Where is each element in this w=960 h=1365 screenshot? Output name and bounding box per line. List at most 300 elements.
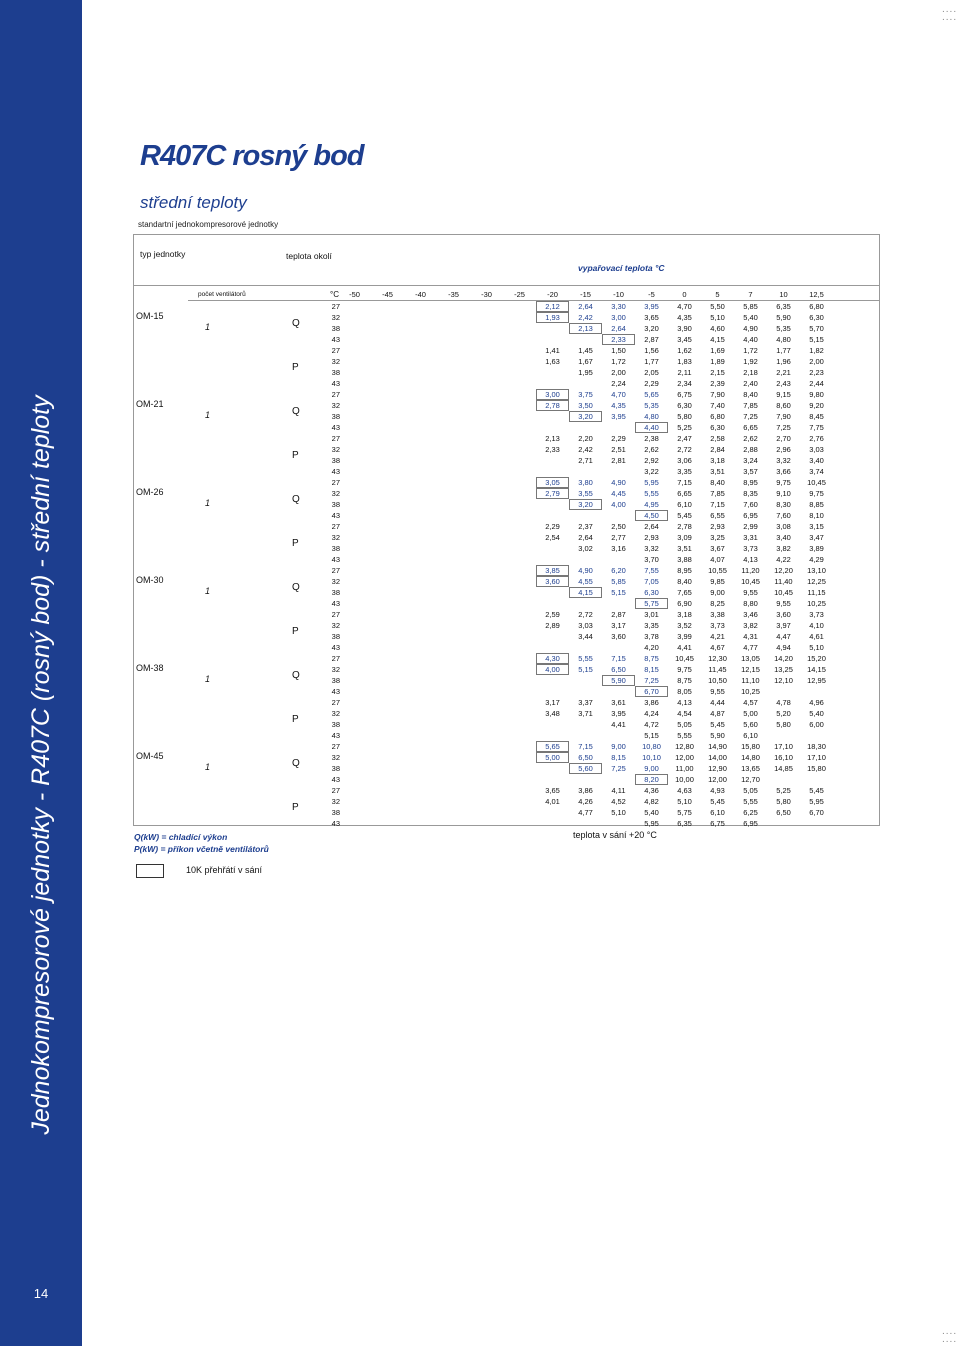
table-cell: 5,15 bbox=[809, 335, 824, 344]
q-label: Q bbox=[292, 318, 300, 329]
table-cell: 3,09 bbox=[677, 533, 692, 542]
table-cell: 2,78 bbox=[677, 522, 692, 531]
table-cell: 5,60 bbox=[743, 720, 758, 729]
table-cell: 5,45 bbox=[710, 797, 725, 806]
ambient-temp: 27 bbox=[331, 742, 340, 751]
table-cell: 4,07 bbox=[710, 555, 725, 564]
ambient-temp: 38 bbox=[331, 412, 340, 421]
evap-temp-header: 7 bbox=[748, 290, 753, 299]
table-cell: 11,00 bbox=[675, 764, 694, 773]
table-cell: 8,40 bbox=[710, 478, 725, 487]
fan-count: 1 bbox=[205, 762, 211, 772]
table-cell: 17,10 bbox=[774, 742, 793, 751]
table-cell: 3,88 bbox=[677, 555, 692, 564]
table-cell: 10,10 bbox=[642, 753, 661, 762]
ambient-temp: 38 bbox=[331, 500, 340, 509]
table-cell: 2,21 bbox=[776, 368, 791, 377]
table-cell: 5,35 bbox=[776, 324, 791, 333]
table-cell: 5,80 bbox=[776, 797, 791, 806]
table-cell: 4,41 bbox=[677, 643, 692, 652]
table-cell: 2,93 bbox=[710, 522, 725, 531]
model-name: OM-15 bbox=[136, 311, 164, 321]
header-unit-type: typ jednotky bbox=[140, 249, 186, 259]
ambient-temp: 43 bbox=[331, 775, 340, 784]
header-evap-temp: vypařovací teplota °C bbox=[578, 263, 665, 273]
table-cell: 3,95 bbox=[644, 302, 659, 311]
table-cell: 15,80 bbox=[741, 742, 760, 751]
table-cell: 2,62 bbox=[743, 434, 758, 443]
table-cell: 2,58 bbox=[710, 434, 725, 443]
table-cell: 9,55 bbox=[743, 588, 758, 597]
ambient-temp: 27 bbox=[331, 522, 340, 531]
table-cell: 11,40 bbox=[774, 577, 793, 586]
evap-temp-header: 0 bbox=[682, 290, 687, 299]
table-cell: 4,35 bbox=[677, 313, 692, 322]
table-cell: 12,25 bbox=[807, 577, 826, 586]
table-cell: 10,45 bbox=[741, 577, 760, 586]
table-cell: 2,87 bbox=[644, 335, 659, 344]
table-cell: 4,00 bbox=[536, 664, 569, 675]
table-cell: 8,10 bbox=[809, 511, 824, 520]
table-cell: 9,00 bbox=[644, 764, 659, 773]
table-cell: 7,60 bbox=[776, 511, 791, 520]
table-cell: 10,50 bbox=[708, 676, 727, 685]
ambient-temp: 32 bbox=[331, 489, 340, 498]
table-cell: 1,41 bbox=[545, 346, 560, 355]
table-cell: 2,43 bbox=[776, 379, 791, 388]
table-cell: 5,45 bbox=[809, 786, 824, 795]
table-cell: 2,29 bbox=[611, 434, 626, 443]
table-cell: 3,45 bbox=[677, 335, 692, 344]
ambient-temp: 27 bbox=[331, 346, 340, 355]
table-cell: 4,24 bbox=[644, 709, 659, 718]
table-cell: 6,35 bbox=[776, 302, 791, 311]
table-cell: 8,75 bbox=[644, 654, 659, 663]
table-cell: 1,95 bbox=[578, 368, 593, 377]
table-cell: 8,95 bbox=[743, 478, 758, 487]
table-cell: 6,70 bbox=[809, 808, 824, 817]
ambient-temp: 43 bbox=[331, 511, 340, 520]
ambient-temp: 43 bbox=[331, 467, 340, 476]
table-cell: 3,78 bbox=[644, 632, 659, 641]
table-cell: 5,00 bbox=[536, 752, 569, 763]
table-cell: 2,44 bbox=[809, 379, 824, 388]
ambient-temp: 38 bbox=[331, 808, 340, 817]
ambient-temp: 32 bbox=[331, 313, 340, 322]
table-cell: 5,10 bbox=[611, 808, 626, 817]
table-cell: 3,46 bbox=[743, 610, 758, 619]
table-cell: 9,55 bbox=[776, 599, 791, 608]
table-cell: 2,51 bbox=[611, 445, 626, 454]
table-cell: 5,10 bbox=[677, 797, 692, 806]
table-cell: 6,30 bbox=[809, 313, 824, 322]
ambient-temp: 32 bbox=[331, 577, 340, 586]
table-cell: 3,75 bbox=[578, 390, 593, 399]
table-cell: 3,74 bbox=[809, 467, 824, 476]
crop-mark: .... bbox=[942, 12, 958, 23]
fan-count: 1 bbox=[205, 498, 211, 508]
crop-mark: .... bbox=[942, 1334, 958, 1345]
table-cell: 8,15 bbox=[611, 753, 626, 762]
table-cell: 2,40 bbox=[743, 379, 758, 388]
table-cell: 2,99 bbox=[743, 522, 758, 531]
header-line bbox=[134, 285, 879, 286]
table-cell: 2,64 bbox=[611, 324, 626, 333]
table-cell: 4,47 bbox=[776, 632, 791, 641]
table-cell: 3,20 bbox=[569, 411, 602, 422]
table-cell: 7,55 bbox=[644, 566, 659, 575]
table-cell: 3,71 bbox=[578, 709, 593, 718]
q-label: Q bbox=[292, 406, 300, 417]
table-cell: 2,39 bbox=[710, 379, 725, 388]
table-cell: 4,13 bbox=[677, 698, 692, 707]
table-cell: 5,40 bbox=[809, 709, 824, 718]
table-cell: 2,34 bbox=[677, 379, 692, 388]
table-cell: 3,95 bbox=[611, 412, 626, 421]
table-cell: 11,10 bbox=[741, 676, 760, 685]
table-cell: 5,40 bbox=[743, 313, 758, 322]
table-cell: 3,24 bbox=[743, 456, 758, 465]
table-cell: 11,15 bbox=[807, 588, 826, 597]
table-cell: 3,65 bbox=[545, 786, 560, 795]
table-cell: 2,93 bbox=[644, 533, 659, 542]
table-cell: 12,10 bbox=[774, 676, 793, 685]
q-label: Q bbox=[292, 494, 300, 505]
table-cell: 2,96 bbox=[776, 445, 791, 454]
table-cell: 4,44 bbox=[710, 698, 725, 707]
fan-count: 1 bbox=[205, 586, 211, 596]
table-cell: 5,90 bbox=[710, 731, 725, 740]
evap-temp-header: 5 bbox=[715, 290, 720, 299]
table-cell: 1,63 bbox=[545, 357, 560, 366]
ambient-temp: 38 bbox=[331, 764, 340, 773]
table-cell: 7,85 bbox=[743, 401, 758, 410]
table-cell: 3,50 bbox=[578, 401, 593, 410]
table-cell: 5,45 bbox=[677, 511, 692, 520]
table-cell: 8,40 bbox=[743, 390, 758, 399]
evap-temp-header: -40 bbox=[415, 290, 426, 299]
table-cell: 7,65 bbox=[677, 588, 692, 597]
table-cell: 2,87 bbox=[611, 610, 626, 619]
table-cell: 10,00 bbox=[675, 775, 694, 784]
table-cell: 4,70 bbox=[677, 302, 692, 311]
model-name: OM-45 bbox=[136, 751, 164, 761]
table-cell: 5,15 bbox=[578, 665, 593, 674]
table-cell: 3,73 bbox=[743, 544, 758, 553]
table-cell: 7,15 bbox=[710, 500, 725, 509]
table-cell: 13,05 bbox=[741, 654, 760, 663]
table-cell: 9,75 bbox=[809, 489, 824, 498]
table-cell: 4,60 bbox=[710, 324, 725, 333]
table-cell: 3,02 bbox=[578, 544, 593, 553]
table-cell: 5,15 bbox=[611, 588, 626, 597]
table-cell: 2,00 bbox=[611, 368, 626, 377]
table-cell: 4,52 bbox=[611, 797, 626, 806]
p-label: P bbox=[292, 450, 299, 461]
table-cell: 4,78 bbox=[776, 698, 791, 707]
table-cell: 7,90 bbox=[776, 412, 791, 421]
table-cell: 4,10 bbox=[809, 621, 824, 630]
table-cell: 5,95 bbox=[644, 819, 659, 828]
table-cell: 12,00 bbox=[708, 775, 727, 784]
table-cell: 5,85 bbox=[611, 577, 626, 586]
table-cell: 2,64 bbox=[578, 533, 593, 542]
table-cell: 3,18 bbox=[710, 456, 725, 465]
ambient-temp: 43 bbox=[331, 555, 340, 564]
table-cell: 6,80 bbox=[710, 412, 725, 421]
model-name: OM-30 bbox=[136, 575, 164, 585]
table-cell: 4,90 bbox=[743, 324, 758, 333]
evap-temp-header: -5 bbox=[648, 290, 655, 299]
table-cell: 4,94 bbox=[776, 643, 791, 652]
table-cell: 2,37 bbox=[578, 522, 593, 531]
table-cell: 17,10 bbox=[807, 753, 826, 762]
table-cell: 3,03 bbox=[809, 445, 824, 454]
table-cell: 13,25 bbox=[774, 665, 793, 674]
table-cell: 3,51 bbox=[710, 467, 725, 476]
table-cell: 8,85 bbox=[809, 500, 824, 509]
ambient-temp: 32 bbox=[331, 797, 340, 806]
evap-temp-header: 12,5 bbox=[809, 290, 824, 299]
ambient-temp: 38 bbox=[331, 544, 340, 553]
table-cell: 4,70 bbox=[611, 390, 626, 399]
table-cell: 8,35 bbox=[743, 489, 758, 498]
table-cell: 3,32 bbox=[644, 544, 659, 553]
table-cell: 3,35 bbox=[644, 621, 659, 630]
ambient-temp: 32 bbox=[331, 665, 340, 674]
table-cell: 5,20 bbox=[776, 709, 791, 718]
ambient-temp: 32 bbox=[331, 709, 340, 718]
table-cell: 4,82 bbox=[644, 797, 659, 806]
table-cell: 3,15 bbox=[809, 522, 824, 531]
table-cell: 9,10 bbox=[776, 489, 791, 498]
ambient-temp: 43 bbox=[331, 643, 340, 652]
evap-temp-header: -10 bbox=[613, 290, 624, 299]
table-cell: 7,15 bbox=[578, 742, 593, 751]
table-cell: 6,55 bbox=[710, 511, 725, 520]
ambient-temp: 43 bbox=[331, 599, 340, 608]
table-cell: 7,15 bbox=[677, 478, 692, 487]
table-cell: 2,64 bbox=[644, 522, 659, 531]
evap-temp-header: -20 bbox=[547, 290, 558, 299]
table-cell: 6,95 bbox=[743, 819, 758, 828]
table-cell: 5,50 bbox=[710, 302, 725, 311]
table-cell: 5,55 bbox=[677, 731, 692, 740]
table-cell: 2,13 bbox=[569, 323, 602, 334]
table-cell: 3,67 bbox=[710, 544, 725, 553]
table-cell: 4,61 bbox=[809, 632, 824, 641]
table-cell: 3,08 bbox=[776, 522, 791, 531]
table-cell: 8,75 bbox=[677, 676, 692, 685]
table-cell: 3,00 bbox=[611, 313, 626, 322]
table-cell: 9,55 bbox=[710, 687, 725, 696]
legend-q: Q(kW) = chladící výkon bbox=[134, 832, 228, 842]
table-cell: 3,90 bbox=[677, 324, 692, 333]
table-cell: 2,18 bbox=[743, 368, 758, 377]
table-cell: 3,60 bbox=[536, 576, 569, 587]
table-cell: 6,65 bbox=[677, 489, 692, 498]
table-cell: 5,80 bbox=[776, 720, 791, 729]
ambient-temp: 32 bbox=[331, 445, 340, 454]
table-cell: 4,13 bbox=[743, 555, 758, 564]
legend-box-note: 10K přehřátí v sání bbox=[186, 865, 263, 875]
table-cell: 2,84 bbox=[710, 445, 725, 454]
ambient-temp: 32 bbox=[331, 401, 340, 410]
table-cell: 3,37 bbox=[578, 698, 593, 707]
evap-temp-header: -30 bbox=[481, 290, 492, 299]
table-cell: 9,75 bbox=[677, 665, 692, 674]
performance-table bbox=[133, 234, 880, 826]
table-cell: 12,20 bbox=[774, 566, 793, 575]
table-cell: 3,73 bbox=[710, 621, 725, 630]
table-cell: 3,95 bbox=[611, 709, 626, 718]
ambient-temp: 38 bbox=[331, 456, 340, 465]
table-cell: 6,35 bbox=[677, 819, 692, 828]
table-cell: 3,06 bbox=[677, 456, 692, 465]
table-cell: 14,15 bbox=[807, 665, 826, 674]
ambient-temp: 27 bbox=[331, 478, 340, 487]
table-cell: 1,56 bbox=[644, 346, 659, 355]
table-cell: 6,75 bbox=[677, 390, 692, 399]
table-cell: 3,32 bbox=[776, 456, 791, 465]
table-cell: 10,25 bbox=[807, 599, 826, 608]
model-name: OM-38 bbox=[136, 663, 164, 673]
table-cell: 3,25 bbox=[710, 533, 725, 542]
table-cell: 5,65 bbox=[644, 390, 659, 399]
table-cell: 5,40 bbox=[644, 808, 659, 817]
q-label: Q bbox=[292, 758, 300, 769]
table-cell: 1,72 bbox=[743, 346, 758, 355]
table-cell: 3,73 bbox=[809, 610, 824, 619]
ambient-temp: 32 bbox=[331, 533, 340, 542]
table-cell: 1,67 bbox=[578, 357, 593, 366]
table-cell: 5,05 bbox=[677, 720, 692, 729]
page-number: 14 bbox=[33, 1286, 49, 1301]
table-cell: 4,45 bbox=[611, 489, 626, 498]
page-subtitle: střední teploty bbox=[140, 193, 247, 212]
table-cell: 3,51 bbox=[677, 544, 692, 553]
table-cell: 1,62 bbox=[677, 346, 692, 355]
table-cell: 3,44 bbox=[578, 632, 593, 641]
table-cell: 6,30 bbox=[710, 423, 725, 432]
table-cell: 6,10 bbox=[710, 808, 725, 817]
table-cell: 3,60 bbox=[776, 610, 791, 619]
table-cell: 4,35 bbox=[611, 401, 626, 410]
table-cell: 1,89 bbox=[710, 357, 725, 366]
table-cell: 10,45 bbox=[774, 588, 793, 597]
table-cell: 3,48 bbox=[545, 709, 560, 718]
table-cell: 3,31 bbox=[743, 533, 758, 542]
table-cell: 4,11 bbox=[611, 786, 626, 795]
table-cell: 4,90 bbox=[578, 566, 593, 575]
ambient-temp: 32 bbox=[331, 621, 340, 630]
table-cell: 3,16 bbox=[611, 544, 626, 553]
table-cell: 2,15 bbox=[710, 368, 725, 377]
table-cell: 8,05 bbox=[677, 687, 692, 696]
table-cell: 6,50 bbox=[776, 808, 791, 817]
table-cell: 2,12 bbox=[536, 301, 569, 312]
table-cell: 2,05 bbox=[644, 368, 659, 377]
table-cell: 2,13 bbox=[545, 434, 560, 443]
legend-p: P(kW) = příkon včetně ventilátorů bbox=[134, 844, 269, 854]
table-cell: 3,65 bbox=[644, 313, 659, 322]
table-cell: 4,77 bbox=[578, 808, 593, 817]
table-cell: 4,29 bbox=[809, 555, 824, 564]
table-cell: 6,70 bbox=[635, 686, 668, 697]
ambient-temp: 27 bbox=[331, 654, 340, 663]
table-cell: 10,45 bbox=[675, 654, 694, 663]
ambient-temp: 27 bbox=[331, 302, 340, 311]
table-cell: 1,83 bbox=[677, 357, 692, 366]
table-cell: 2,79 bbox=[536, 488, 569, 499]
table-cell: 4,90 bbox=[611, 478, 626, 487]
table-cell: 7,25 bbox=[776, 423, 791, 432]
side-title: Jednokompresorové jednotky - R407C (rosný bod) - střední teploty bbox=[27, 395, 55, 1135]
table-cell: 3,17 bbox=[545, 698, 560, 707]
table-cell: 6,90 bbox=[677, 599, 692, 608]
suction-note: teplota v sání +20 °C bbox=[573, 830, 657, 840]
table-cell: 2,81 bbox=[611, 456, 626, 465]
table-cell: 3,03 bbox=[578, 621, 593, 630]
table-cell: 2,70 bbox=[776, 434, 791, 443]
table-cell: 4,41 bbox=[611, 720, 626, 729]
table-cell: 5,15 bbox=[644, 731, 659, 740]
table-cell: 3,70 bbox=[644, 555, 659, 564]
table-cell: 3,40 bbox=[809, 456, 824, 465]
table-cell: 7,25 bbox=[644, 676, 659, 685]
ambient-temp: 43 bbox=[331, 423, 340, 432]
table-cell: 14,90 bbox=[708, 742, 727, 751]
table-cell: 5,75 bbox=[677, 808, 692, 817]
table-cell: 4,36 bbox=[644, 786, 659, 795]
table-cell: 2,29 bbox=[644, 379, 659, 388]
table-cell: 6,50 bbox=[611, 665, 626, 674]
table-cell: 12,95 bbox=[807, 676, 826, 685]
ambient-temp: 27 bbox=[331, 434, 340, 443]
table-cell: 8,80 bbox=[743, 599, 758, 608]
evap-temp-header: -25 bbox=[514, 290, 525, 299]
table-cell: 5,25 bbox=[677, 423, 692, 432]
ambient-temp: 38 bbox=[331, 588, 340, 597]
table-cell: 2,77 bbox=[611, 533, 626, 542]
table-cell: 3,61 bbox=[611, 698, 626, 707]
table-cell: 6,00 bbox=[809, 720, 824, 729]
table-cell: 2,00 bbox=[809, 357, 824, 366]
evap-temp-header: 10 bbox=[779, 290, 788, 299]
table-cell: 2,24 bbox=[611, 379, 626, 388]
table-cell: 4,80 bbox=[644, 412, 659, 421]
table-cell: 3,55 bbox=[578, 489, 593, 498]
table-cell: 2,38 bbox=[644, 434, 659, 443]
table-cell: 10,55 bbox=[708, 566, 727, 575]
table-cell: 4,57 bbox=[743, 698, 758, 707]
table-cell: 12,70 bbox=[741, 775, 760, 784]
table-cell: 12,90 bbox=[708, 764, 727, 773]
table-cell: 5,75 bbox=[635, 598, 668, 609]
table-cell: 3,38 bbox=[710, 610, 725, 619]
table-cell: 4,96 bbox=[809, 698, 824, 707]
table-cell: 9,80 bbox=[809, 390, 824, 399]
table-cell: 1,92 bbox=[743, 357, 758, 366]
table-cell: 2,92 bbox=[644, 456, 659, 465]
table-cell: 3,86 bbox=[644, 698, 659, 707]
table-cell: 15,20 bbox=[807, 654, 826, 663]
ambient-temp: 27 bbox=[331, 390, 340, 399]
table-cell: 9,00 bbox=[710, 588, 725, 597]
table-cell: 4,54 bbox=[677, 709, 692, 718]
table-cell: 4,87 bbox=[710, 709, 725, 718]
table-cell: 3,86 bbox=[578, 786, 593, 795]
